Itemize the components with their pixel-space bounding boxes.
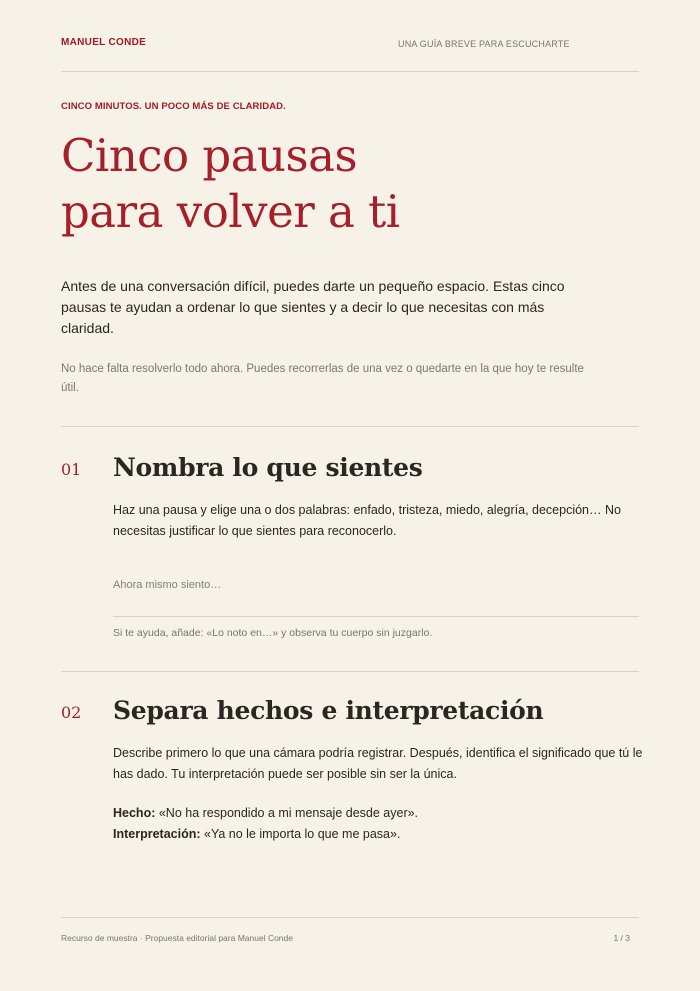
interpretation-label: Interpretación: bbox=[113, 827, 201, 841]
header-divider bbox=[61, 71, 639, 72]
header-tagline: UNA GUÍA BREVE PARA ESCUCHARTE bbox=[398, 39, 570, 49]
title-line-2: para volver a ti bbox=[61, 185, 400, 238]
step-number: 02 bbox=[61, 703, 82, 722]
kicker: CINCO MINUTOS. UN POCO MÁS DE CLARIDAD. bbox=[61, 101, 286, 112]
feeling-input-line[interactable] bbox=[113, 616, 639, 617]
fact-text: «No ha respondido a mi mensaje desde ayer». bbox=[155, 806, 419, 820]
page-title bbox=[61, 128, 621, 240]
footer-credit: Recurso de muestra · Propuesta editorial para Manuel Conde bbox=[61, 933, 293, 943]
intro-paragraph: Antes de una conversación difícil, puedes darte un pequeño espacio. Estas cinco pausas te ayudan a ordenar lo que sientes y a decir lo que necesitas con más claridad. bbox=[61, 278, 565, 336]
fact-example bbox=[113, 803, 633, 824]
section-divider bbox=[61, 671, 639, 672]
feeling-input-placeholder[interactable]: Ahora mismo siento… bbox=[113, 579, 222, 591]
step-hint: Si te ayuda, añade: «Lo noto en…» y observa tu cuerpo sin juzgarlo. bbox=[113, 627, 433, 639]
step-body: Describe primero lo que una cámara podría registrar. Después, identifica el significado que tú le has dado. Tu interpretación puede ser posible sin ser la única. bbox=[113, 746, 643, 781]
brand-name: MANUEL CONDE bbox=[61, 37, 147, 48]
intro-note: No hace falta resolverlo todo ahora. Puedes recorrerlas de una vez o quedarte en la que hoy te resulte útil. bbox=[61, 363, 584, 394]
fact-label: Hecho: bbox=[113, 806, 156, 820]
footer-divider bbox=[61, 917, 639, 918]
interpretation-example bbox=[113, 824, 633, 845]
step-number: 01 bbox=[61, 460, 82, 479]
section-divider bbox=[61, 426, 639, 427]
title-line-1: Cinco pausas bbox=[61, 129, 358, 182]
interpretation-text: «Ya no le importa lo que me pasa». bbox=[200, 827, 401, 841]
step-title: Nombra lo que sientes bbox=[113, 453, 423, 482]
page-number: 1 / 3 bbox=[613, 933, 630, 943]
step-body: Haz una pausa y elige una o dos palabras: enfado, tristeza, miedo, alegría, decepción… No necesitas justificar lo que sientes para reconocerlo. bbox=[113, 503, 621, 538]
step-title: Separa hechos e interpretación bbox=[113, 696, 544, 725]
